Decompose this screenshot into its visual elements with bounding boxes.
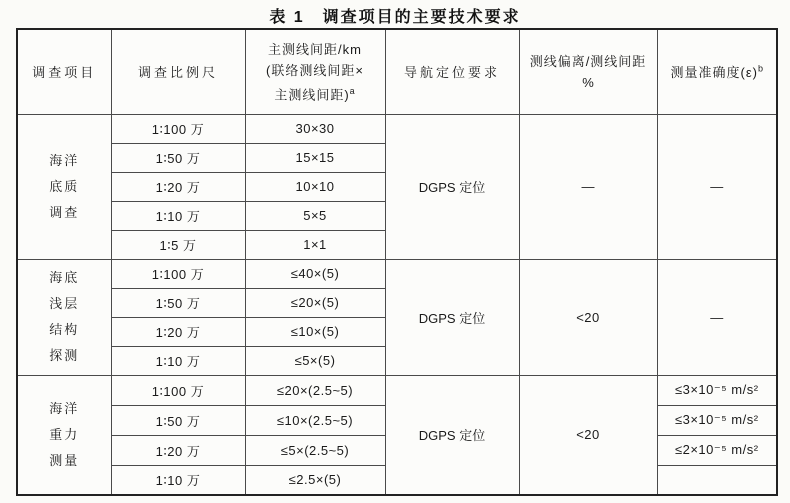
spacing-cell: 15×15 <box>245 143 385 172</box>
navigation-cell: DGPS 定位 <box>385 259 519 375</box>
spacing-cell: 1×1 <box>245 230 385 259</box>
table-row <box>17 259 777 288</box>
spacing-cell: ≤2.5×(5) <box>245 465 385 495</box>
spacing-cell: ≤10×(2.5~5) <box>245 405 385 435</box>
header-deviation-line2: % <box>582 74 594 90</box>
header-line-spacing-line3: 主测线间距)$^a$ <box>274 85 356 102</box>
spacing-cell: ≤10×(5) <box>245 317 385 346</box>
spacing-cell: ≤5×(2.5~5) <box>245 435 385 465</box>
deviation-cell: <20 <box>519 375 657 495</box>
project-cell: 海洋 底质 调查 <box>17 114 111 259</box>
scale-cell: 1∶50 万 <box>111 288 245 317</box>
table-row <box>17 375 777 405</box>
footnote-b-marker: b <box>757 63 763 74</box>
accuracy-cell: ≤2×10⁻⁵ m/s² <box>657 435 777 465</box>
deviation-cell: <20 <box>519 259 657 375</box>
spacing-cell: 30×30 <box>245 114 385 143</box>
accuracy-cell: ≤3×10⁻⁵ m/s² <box>657 375 777 405</box>
scale-cell: 1∶10 万 <box>111 346 245 375</box>
scale-cell: 1∶100 万 <box>111 259 245 288</box>
table-row <box>17 114 777 143</box>
scale-cell: 1∶100 万 <box>111 114 245 143</box>
header-navigation: 导航定位要求 <box>385 29 519 114</box>
spacing-cell: 10×10 <box>245 172 385 201</box>
scale-cell: 1∶20 万 <box>111 317 245 346</box>
scale-cell: 1∶10 万 <box>111 465 245 495</box>
header-row <box>17 29 777 114</box>
spacing-cell: ≤20×(5) <box>245 288 385 317</box>
scale-cell: 1∶50 万 <box>111 143 245 172</box>
header-survey-scale: 调查比例尺 <box>111 29 245 114</box>
accuracy-cell <box>657 465 777 495</box>
accuracy-cell: — <box>657 259 777 375</box>
header-line-spacing-line2: (联络测线间距× <box>266 62 364 78</box>
scale-cell: 1∶10 万 <box>111 201 245 230</box>
project-cell: 海底 浅层 结构 探测 <box>17 259 111 375</box>
spacing-cell: ≤5×(5) <box>245 346 385 375</box>
navigation-cell: DGPS 定位 <box>385 114 519 259</box>
footnote-a-marker: a <box>349 85 356 96</box>
header-deviation <box>519 29 657 114</box>
table-title: 表 1 调查项目的主要技术要求 <box>269 9 521 26</box>
scale-cell: 1∶50 万 <box>111 405 245 435</box>
scale-cell: 1∶100 万 <box>111 375 245 405</box>
scale-cell: 1∶5 万 <box>111 230 245 259</box>
technical-requirements-table <box>16 28 778 496</box>
spacing-cell: ≤20×(2.5~5) <box>245 375 385 405</box>
deviation-cell: — <box>519 114 657 259</box>
accuracy-cell: ≤3×10⁻⁵ m/s² <box>657 405 777 435</box>
spacing-cell: 5×5 <box>245 201 385 230</box>
header-line-spacing-line1: 主测线间距/km <box>268 41 362 57</box>
header-accuracy: 测量准确度$(\varepsilon)^b$ <box>657 29 777 114</box>
spacing-cell: ≤40×(5) <box>245 259 385 288</box>
scale-cell: 1∶20 万 <box>111 435 245 465</box>
scale-cell: 1∶20 万 <box>111 172 245 201</box>
header-survey-project: 调查项目 <box>17 29 111 114</box>
accuracy-cell: — <box>657 114 777 259</box>
header-deviation-line1: 测线偏离/测线间距 <box>529 53 647 69</box>
navigation-cell: DGPS 定位 <box>385 375 519 495</box>
header-line-spacing <box>245 29 385 114</box>
project-cell: 海洋 重力 测量 <box>17 375 111 495</box>
